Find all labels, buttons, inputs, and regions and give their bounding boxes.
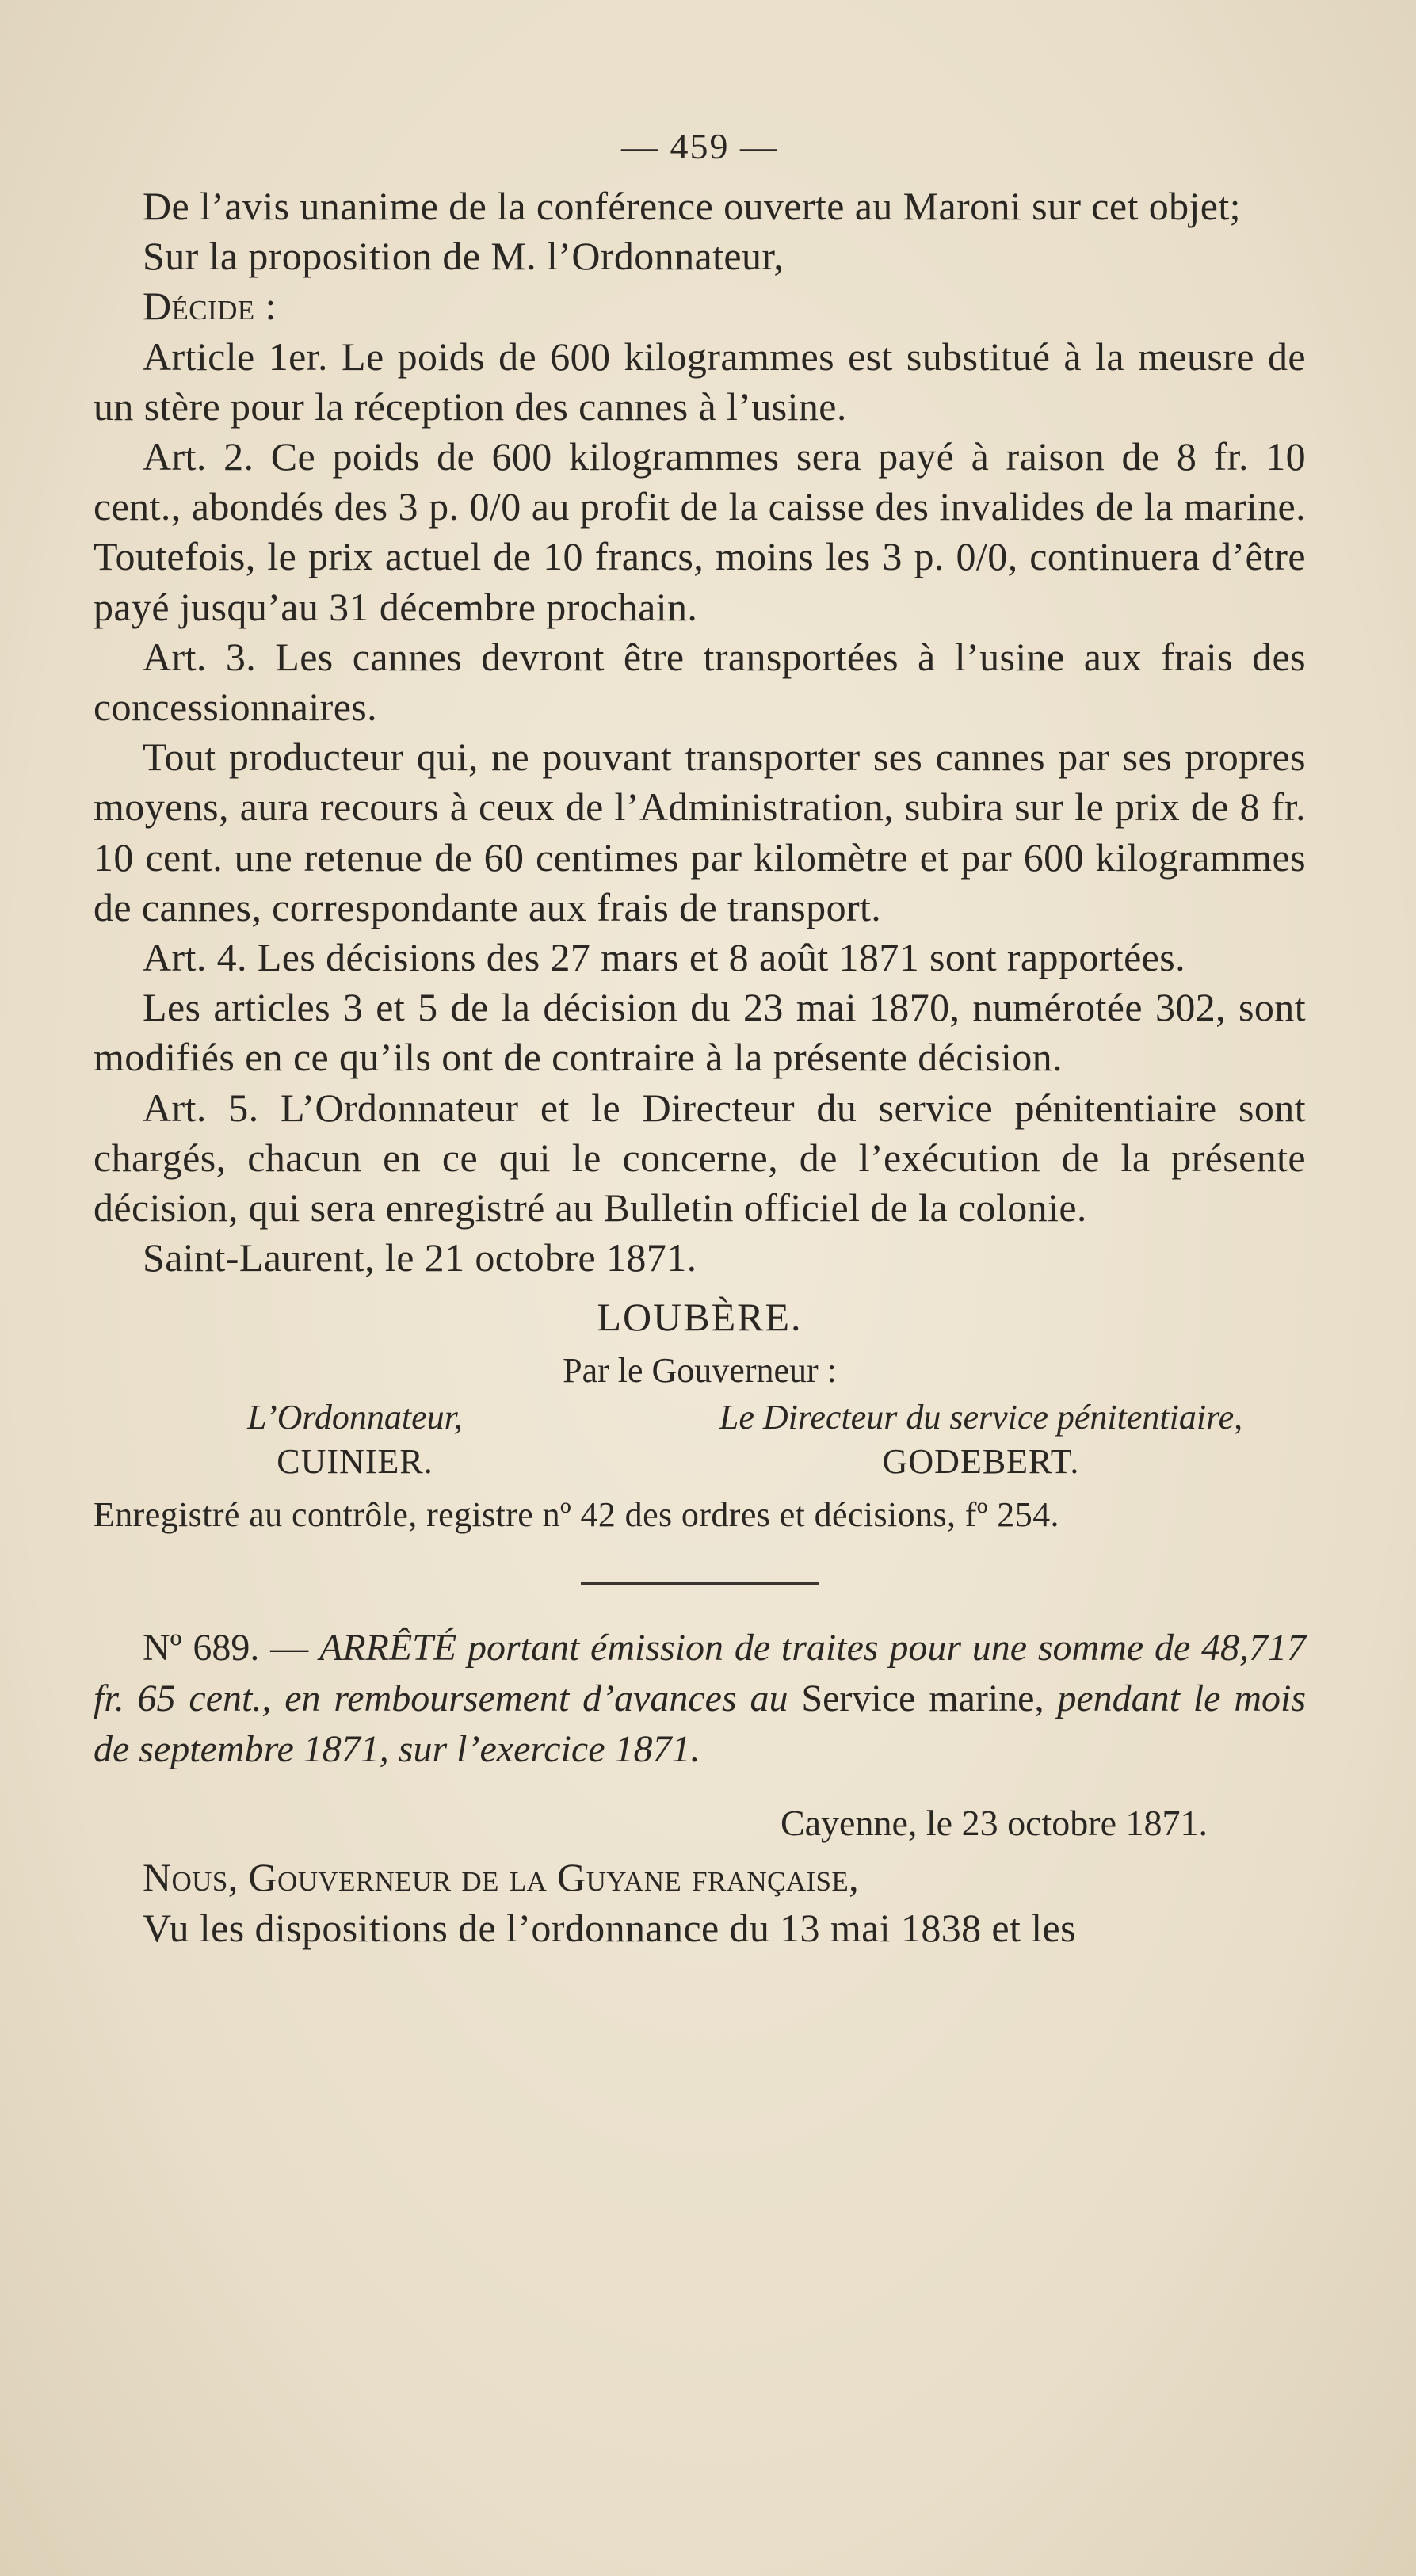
registry-note: Enregistré au contrôle, registre nº 42 des ordres et décisions, fº 254. <box>94 1495 1059 1535</box>
directeur-role: Le Directeur du service pénitentiaire, <box>719 1398 1243 1437</box>
article-1: Article 1er. Le poids de 600 kilogrammes est substitué à la meusre de un stère pour la réception des cannes à l’usine. <box>94 334 1306 429</box>
article-2: Art. 2. Ce poids de 600 kilogrammes sera payé à raison de 8 fr. 10 cent., abondés des 3 p. 0/0 au profit de la caisse des invalides de la marine. Toutefois, le prix actuel de 10 francs, moins les 3 p. 0/0, continuera d’être payé jusqu’au 31 décembre prochain. <box>94 434 1306 629</box>
act-number: Nº 689. — <box>143 1627 309 1670</box>
ordonnateur-role: L’Ordonnateur, <box>247 1398 463 1437</box>
act-title-end: pendant le mois de septembre 1871, sur l’exercice 1871. <box>94 1677 1307 1771</box>
page-content <box>94 125 1306 1953</box>
directeur-name: GODEBERT. <box>882 1442 1080 1482</box>
page-number: — 459 — <box>621 126 778 166</box>
act-title-roman: Service marine, <box>801 1677 1044 1720</box>
act-nous: Nous, Gouverneur de la Guyane française, <box>143 1855 860 1900</box>
article-3-detail: Tout producteur qui, ne pouvant transporter ses cannes par ses propres moyens, aura recours à ceux de l’Administration, subira sur le prix de 8 fr. 10 cent. une retenue de 60 centimes par kilomètre et par 600 kilogrammes de cannes, correspondante aux frais de transport. <box>94 735 1306 929</box>
article-4: Art. 4. Les décisions des 27 mars et 8 août 1871 sont rapportées. <box>143 935 1186 980</box>
decide-label: Décide : <box>143 284 277 329</box>
act-vu: Vu les dispositions de l’ordonnance du 13 mai 1838 et les <box>143 1905 1076 1950</box>
ordonnateur-name: CUINIER. <box>277 1442 433 1482</box>
act-title: ARRÊTÉ portant émission de traites pour une somme de 48,717 fr. 65 cent., en remboursement d’avances au <box>94 1627 1307 1720</box>
countersignatures <box>94 1395 1306 1484</box>
paragraph-avis: De l’avis unanime de la conférence ouverte au Maroni sur cet objet; <box>143 184 1241 228</box>
paragraph-proposition: Sur la proposition de M. l’Ordonnateur, <box>143 234 784 279</box>
countersignature-ordonnateur <box>109 1395 601 1484</box>
article-4-detail: Les articles 3 et 5 de la décision du 23 mai 1870, numérotée 302, sont modifiés en ce qu’ils ont de contraire à la présente décision. <box>94 985 1306 1080</box>
section-divider <box>581 1582 819 1585</box>
signatory-by-line: Par le Gouverneur : <box>563 1351 837 1391</box>
countersignature-directeur <box>656 1395 1306 1484</box>
article-3: Art. 3. Les cannes devront être transportées à l’usine aux frais des concessionnaires. <box>94 634 1306 730</box>
signatory-name: LOUBÈRE. <box>597 1295 803 1340</box>
act-heading <box>94 1623 1306 1775</box>
place-date-saint-laurent: Saint-Laurent, le 21 octobre 1871. <box>143 1235 697 1280</box>
act-place-date: Cayenne, le 23 octobre 1871. <box>780 1803 1208 1844</box>
article-5: Art. 5. L’Ordonnateur et le Directeur du service pénitentiaire sont chargés, chacun en ce qui le concerne, de l’exécution de la présente décision, qui sera enregistré au Bulletin officiel de la colonie. <box>94 1085 1306 1231</box>
